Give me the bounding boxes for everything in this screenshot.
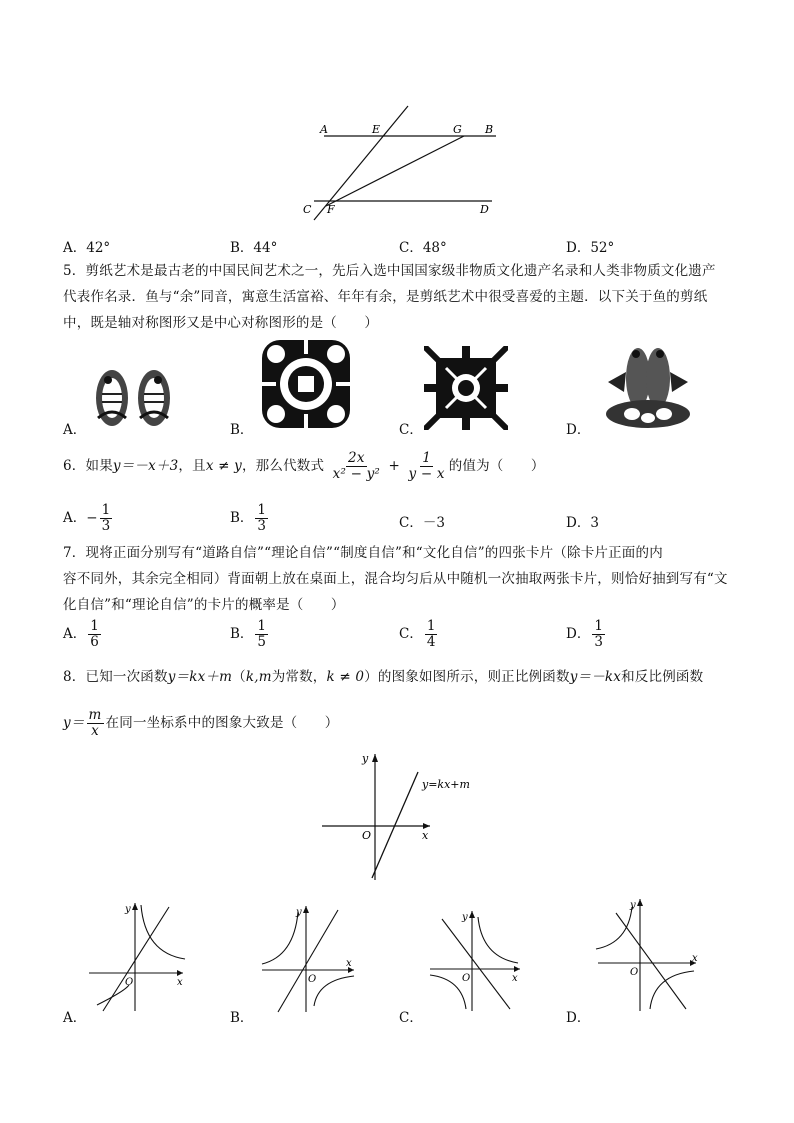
q5-stem: 5．剪纸艺术是最古老的中国民间艺术之一，先后入选中国国家级非物质文化遗产名录和人类非物质文化遗产 代表作名录．鱼与“余”同音，寓意生活富裕、年年有余，是剪纸艺术中很受喜爱的主题．以下关于鱼的剪纸 中，既是轴对称图形又是中心对称图形的是（ ） [63,263,716,331]
q7-option-a[interactable]: A． $\frac{1}{6}$ [63,618,99,650]
q4-option-a[interactable]: A．42° [63,240,111,256]
label-b: B [485,123,494,136]
svg-text:O: O [462,973,471,984]
label-e: E [372,123,381,136]
q7-option-b[interactable]: B． $\frac{1}{5}$ [230,618,267,650]
q5-option-a[interactable]: A． [63,422,87,438]
q4-option-b[interactable]: B．44° [230,240,278,256]
fraction-2x-over-x2-y2: $\frac{2x}{\text{x² − y²}}$ [332,450,381,482]
q8-linear-function-graph [318,748,488,883]
line-y-kx-plus-m [372,772,418,878]
q8-option-b-graph [258,900,363,1015]
q5-option-b[interactable]: B． [230,422,254,438]
q7-stem: 7．现将正面分别写有“道路自信”“理论自信”“制度自信”和“文化自信”的四张卡片（除卡片正面的内 容不同外，其余完全相同）背面朝上放在桌面上，混合均匀后从中随机一次抽取两张卡片，则恰好抽到写有“文 化自信”和“理论自信”的卡片的概率是（ ） [63,545,728,613]
q6-option-c[interactable]: C．－3 [399,515,445,531]
q8-option-d[interactable]: D． [566,1010,591,1026]
fraction-1-over-y-x: $\frac{1}{y - x}$ [408,450,445,482]
q8-option-b[interactable]: B． [230,1010,254,1026]
q5-option-d[interactable]: D． [566,422,591,438]
q7-option-c[interactable]: C． $\frac{1}{4}$ [399,618,436,650]
q8-option-d-graph [594,893,706,1015]
q6-option-b[interactable]: B． $\frac{1}{3}$ [230,502,267,534]
q6-option-d[interactable]: D．3 [566,515,599,531]
q8-stem-line2: y＝ $\frac{m}{x}$ 在同一坐标系中的图象大致是（ ） [63,707,339,739]
q8-option-c-graph [428,905,528,1015]
q4-geometry-figure [296,100,516,225]
q8-option-a-graph [85,895,195,1015]
q8-option-c[interactable]: C． [399,1010,423,1026]
q7-option-d[interactable]: D． $\frac{1}{3}$ [566,618,603,650]
svg-text:y: y [296,907,302,918]
q4-option-c[interactable]: C．48° [399,240,447,256]
fraction-m-over-x: $\frac{m}{x}$ [88,707,102,739]
fish-papercut-c [424,346,508,430]
svg-text:y: y [630,900,636,911]
fish-papercut-a [88,358,178,430]
svg-text:y: y [462,912,468,923]
svg-text:y=kx+m: y=kx+m [422,778,470,791]
label-g: G [453,123,462,136]
svg-text:x: x [512,973,518,984]
svg-text:x: x [422,829,429,842]
svg-text:y: y [125,904,131,915]
label-a: A [320,123,328,136]
svg-text:O: O [630,967,639,978]
q8-stem-line1: 8．已知一次函数y＝kx＋m（k,m为常数，k ≠ 0）的图象如图所示，则正比例函数y＝－kx和反比例函数 [63,669,704,685]
svg-text:y: y [362,752,369,765]
label-d: D [480,203,489,216]
svg-text:O: O [125,977,134,988]
svg-text:O: O [308,974,317,985]
svg-text:x: x [346,958,352,969]
label-f: F [327,203,335,216]
label-c: C [303,203,312,216]
q6-stem: 6．如果y＝－x＋3，且x ≠ y，那么代数式 $\frac{2x}{\text{x² − y²}}$ + $\frac{1}{y - x}$ 的值为（ ） [63,450,545,482]
svg-text:x: x [177,977,183,988]
fish-papercut-b [260,338,352,430]
line-fg [326,136,464,206]
q6-option-a[interactable]: A．− $\frac{1}{3}$ [63,502,111,534]
q5-option-c[interactable]: C． [399,422,423,438]
svg-text:x: x [692,953,698,964]
q4-option-d[interactable]: D．52° [566,240,615,256]
fish-papercut-d [598,342,698,432]
svg-text:O: O [362,829,372,842]
q8-option-a[interactable]: A． [63,1010,87,1026]
